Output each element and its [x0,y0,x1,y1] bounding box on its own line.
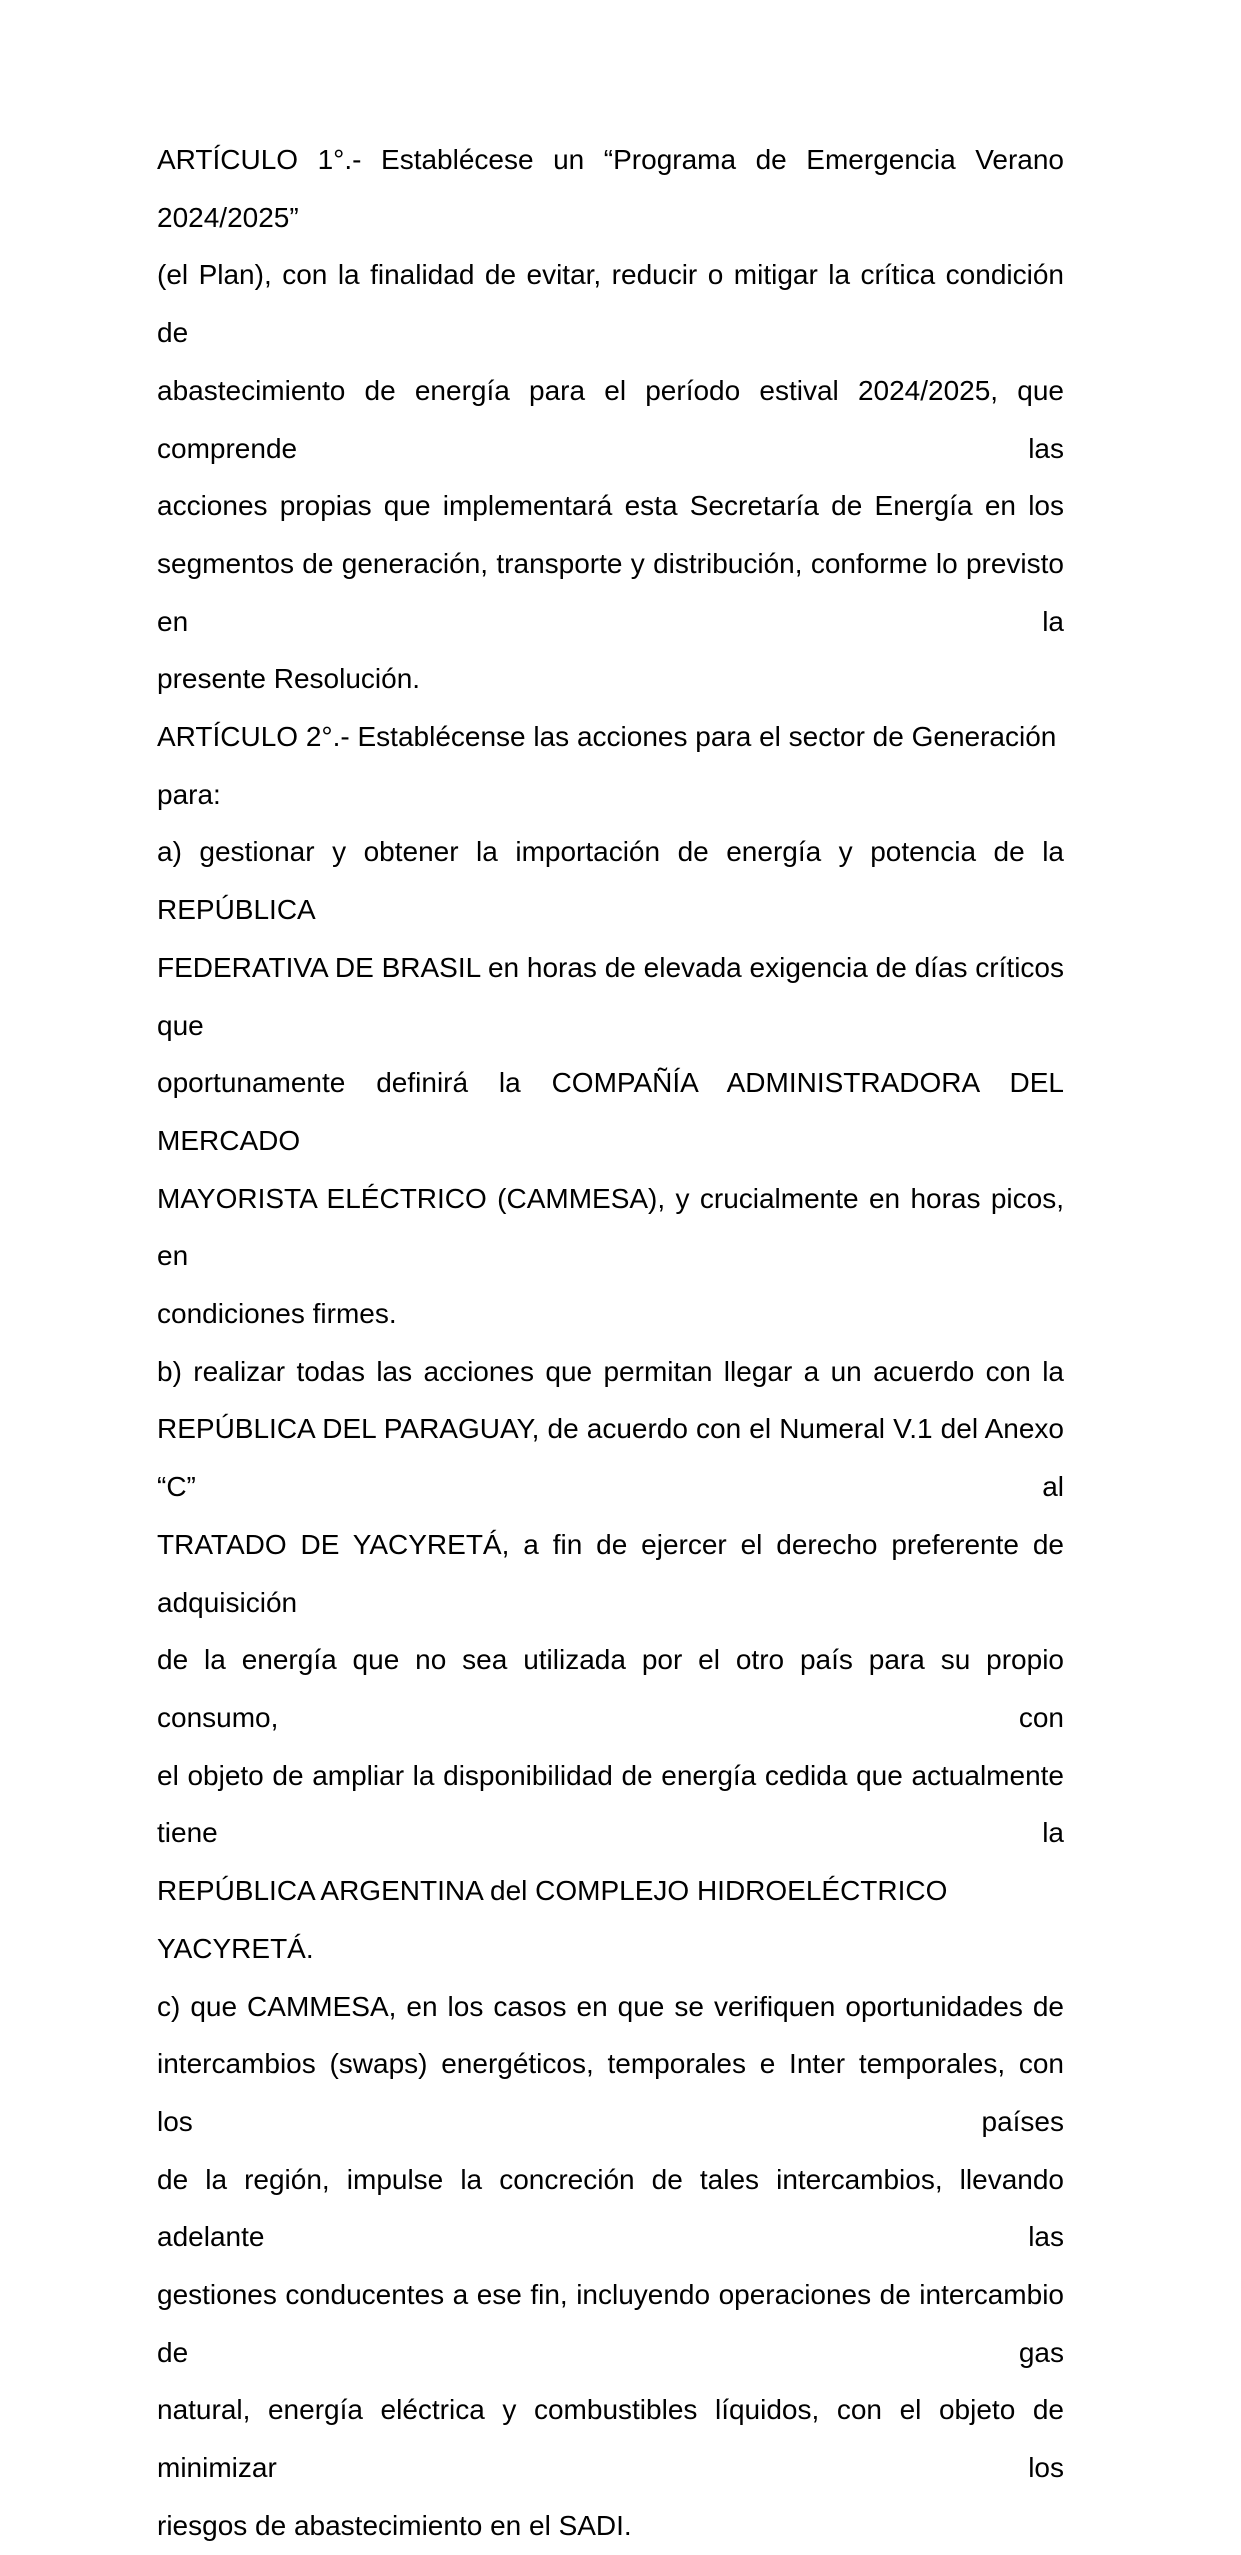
text-line: (el Plan), con la finalidad de evitar, reducir o mitigar la crítica condición de [157,259,1064,349]
text-line: intercambios (swaps) energéticos, temporales e Inter temporales, con los países [157,2048,1064,2137]
text-line: c) que CAMMESA, en los casos en que se verifiquen oportunidades de [157,1990,1064,2022]
text-line: abastecimiento de energía para el período estival 2024/2025, que comprende las [157,374,1064,464]
text-line: TRATADO DE YACYRETÁ, a fin de ejercer el derecho preferente de adquisición [157,1528,1064,1618]
text-line: ARTÍCULO 2°.- Establécense las acciones para el sector de Generación para: [157,721,1057,810]
text-line: natural, energía eléctrica y combustibles líquidos, con el objeto de minimizar los [157,2394,1064,2484]
text-line: MAYORISTA ELÉCTRICO (CAMMESA), y crucialmente en horas picos, en [157,1182,1064,1272]
text-line: a) gestionar y obtener la importación de energía y potencia de la REPÚBLICA [157,836,1064,926]
text-line: REPÚBLICA DEL PARAGUAY, de acuerdo con el Numeral V.1 del Anexo “C” al [157,1413,1064,1503]
paragraph-articulo-1 [157,131,1064,708]
text-line: riesgos de abastecimiento en el SADI. [157,2509,632,2541]
text-line: presente Resolución. [157,663,421,695]
text-line: b) realizar todas las acciones que permitan llegar a un acuerdo con la [157,1355,1064,1387]
text-line: de la energía que no sea utilizada por el otro país para su propio consumo, con [157,1644,1064,1733]
text-line: el objeto de ampliar la disponibilidad de energía cedida que actualmente tiene la [157,1759,1064,1849]
document-body [157,131,1064,2555]
text-line: segmentos de generación, transporte y distribución, conforme lo previsto en la [157,547,1064,637]
text-line: gestiones conducentes a ese fin, incluyendo operaciones de intercambio de gas [157,2279,1064,2368]
text-line: FEDERATIVA DE BRASIL en horas de elevada exigencia de días críticos que [157,951,1064,1041]
text-line: oportunamente definirá la COMPAÑÍA ADMINISTRADORA DEL MERCADO [157,1067,1064,1156]
text-line: acciones propias que implementará esta Secretaría de Energía en los [157,490,1064,522]
text-line: condiciones firmes. [157,1298,397,1330]
paragraph-inciso-b [157,1343,1064,1978]
text-line: ARTÍCULO 1°.- Establécese un “Programa de Emergencia Verano 2024/2025” [157,144,1064,233]
text-line: de la región, impulse la concreción de tales intercambios, llevando adelante las [157,2163,1064,2253]
text-line: REPÚBLICA ARGENTINA del COMPLEJO HIDROELÉCTRICO YACYRETÁ. [157,1875,948,1964]
paragraph-inciso-a [157,823,1064,1342]
paragraph-articulo-2 [157,708,1064,823]
paragraph-inciso-c [157,1978,1064,2555]
